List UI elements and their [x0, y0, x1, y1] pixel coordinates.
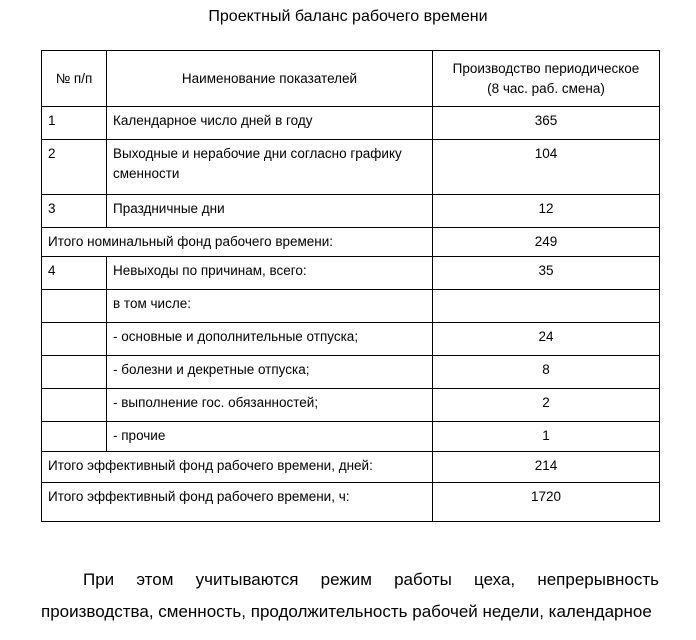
row-name: - болезни и декретные отпуска; [107, 356, 433, 389]
row-num [42, 356, 107, 389]
row-num [42, 422, 107, 452]
row-name: Невыходы по причинам, всего: [107, 257, 433, 290]
page-title: Проектный баланс рабочего времени [208, 8, 488, 25]
row-total-label: Итого эффективный фонд рабочего времени, ч: [42, 483, 433, 522]
row-value: 249 [433, 228, 660, 257]
row-name: Выходные и нерабочие дни согласно графику сменности [107, 140, 433, 195]
table-row [42, 140, 660, 195]
row-num: 3 [42, 195, 107, 228]
body-paragraph [41, 564, 659, 628]
row-name: Праздничные дни [107, 195, 433, 228]
table-total-row [42, 483, 660, 522]
row-value: 8 [433, 356, 660, 389]
row-num [42, 389, 107, 422]
row-value: 104 [433, 140, 660, 195]
table-row [42, 107, 660, 140]
table-row [42, 356, 660, 389]
row-value [433, 290, 660, 323]
table-row [42, 323, 660, 356]
row-name: - выполнение гос. обязанностей; [107, 389, 433, 422]
table-header-row [42, 51, 660, 107]
header-value-line2: (8 час. раб. смена) [487, 80, 605, 96]
row-name: - основные и дополнительные отпуска; [107, 323, 433, 356]
row-name: в том числе: [107, 290, 433, 323]
row-value: 214 [433, 452, 660, 483]
row-num [42, 290, 107, 323]
row-num: 4 [42, 257, 107, 290]
work-time-balance-table [41, 50, 660, 522]
header-name: Наименование показателей [107, 51, 433, 107]
header-value [433, 51, 660, 107]
row-value: 2 [433, 389, 660, 422]
row-num: 2 [42, 140, 107, 195]
row-value: 35 [433, 257, 660, 290]
table-total-row [42, 452, 660, 483]
header-num: № п/п [42, 51, 107, 107]
row-value: 24 [433, 323, 660, 356]
row-value: 365 [433, 107, 660, 140]
header-value-line1: Производство периодическое [452, 60, 640, 76]
table-row [42, 422, 660, 452]
table-row [42, 290, 660, 323]
table-row [42, 257, 660, 290]
table-row [42, 195, 660, 228]
paragraph-line-2: производства, сменность, продолжительность рабочей недели, календарное [41, 602, 652, 621]
row-num: 1 [42, 107, 107, 140]
row-value: 1720 [433, 483, 660, 522]
row-name: Календарное число дней в году [107, 107, 433, 140]
paragraph-line-1: При этом учитываются режим работы цеха, непрерывность [83, 570, 659, 589]
table-row [42, 389, 660, 422]
row-total-label: Итого номинальный фонд рабочего времени: [42, 228, 433, 257]
row-total-label: Итого эффективный фонд рабочего времени, дней: [42, 452, 433, 483]
table-total-row [42, 228, 660, 257]
row-value: 12 [433, 195, 660, 228]
row-num [42, 323, 107, 356]
row-name: - прочие [107, 422, 433, 452]
row-value: 1 [433, 422, 660, 452]
